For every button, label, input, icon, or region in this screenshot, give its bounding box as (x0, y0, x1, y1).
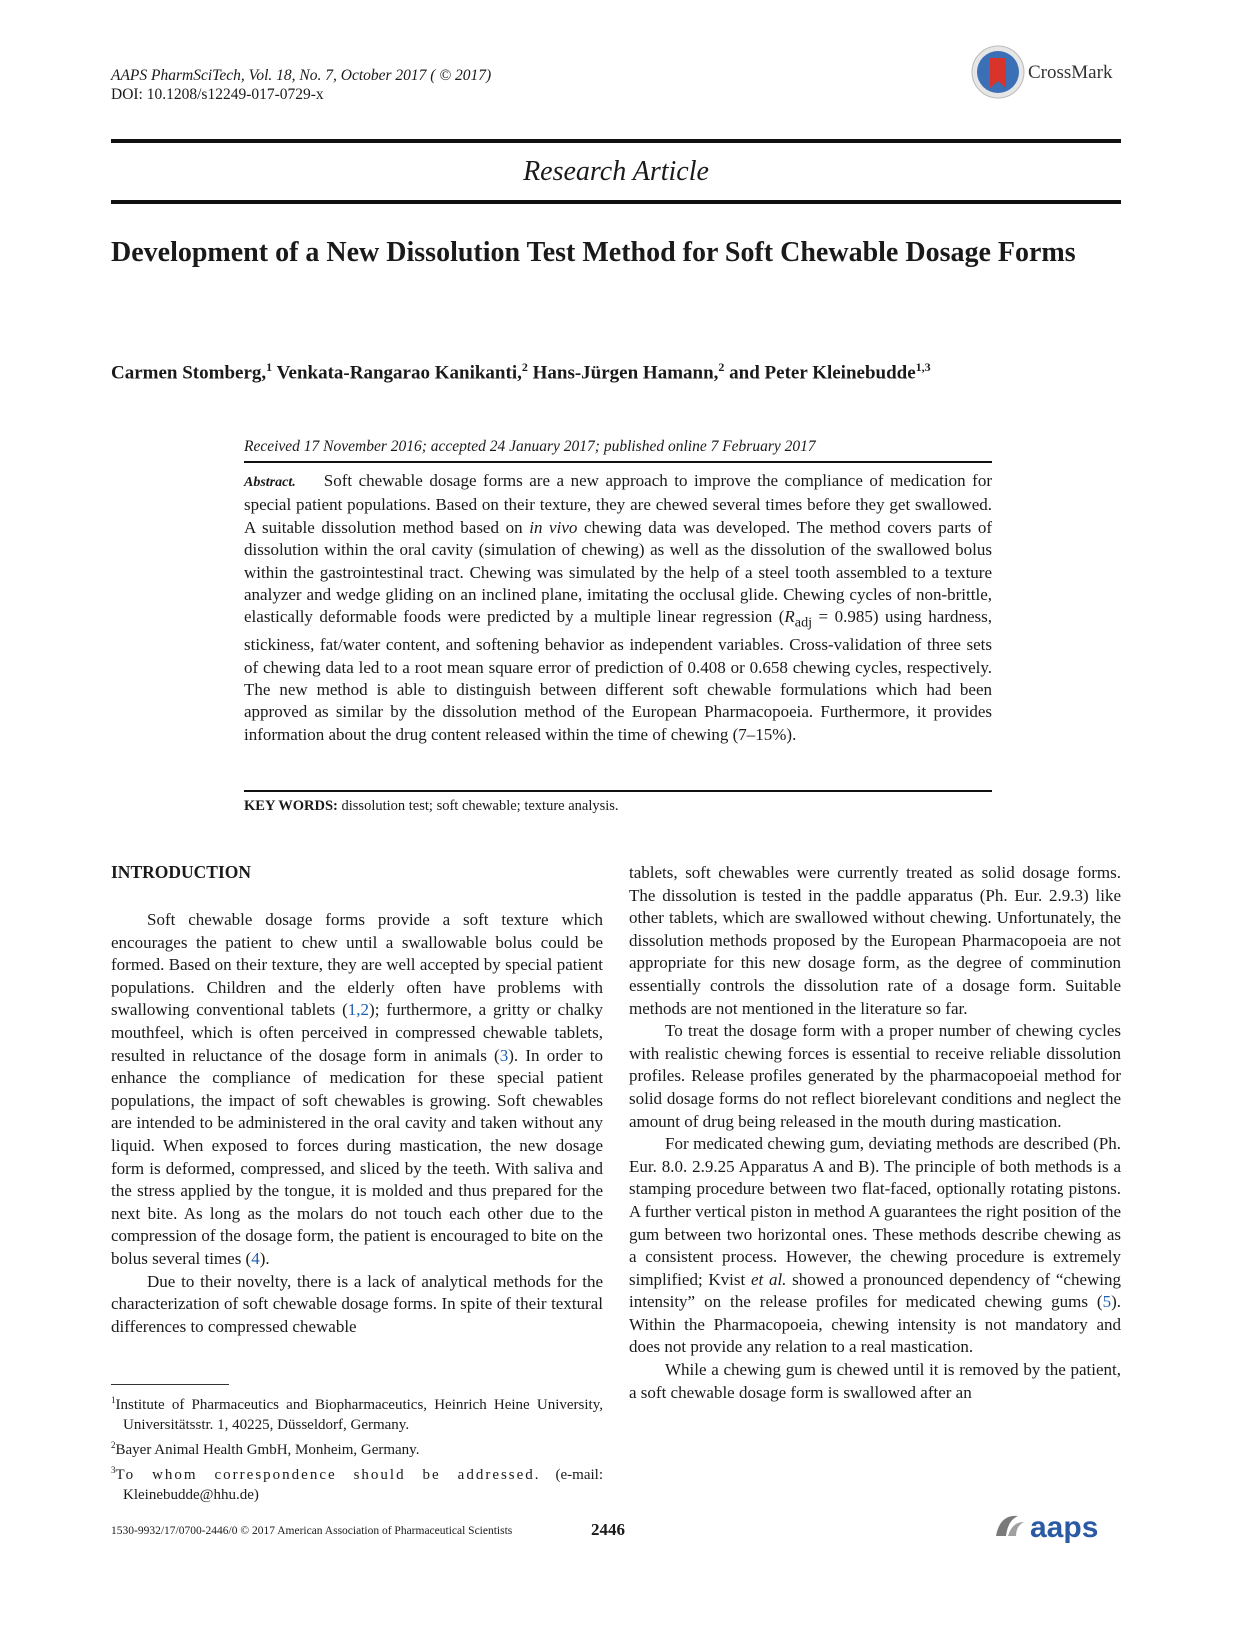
paragraph: Soft chewable dosage forms provide a soft texture which encourages the patient to chew until a swallowable bolus could be formed. Based on their texture, they are well accepted by special patient populations. Children and the elderly often have problems with swallowing conventional tablets (1,2); furthermore, a gritty or chalky mouthfeel, which is often perceived in compressed chewable tablets, resulted in reluctance of the dosage form in animals (3). In order to enhance the compliance of medication for these special patient populations, the impact of soft chewables is growing. Soft chewables are intended to be administered in the oral cavity and taken without any liquid. When exposed to forces during mastication, the new dosage form is deformed, compressed, and sliced by the teeth. With saliva and the stress applied by the tongue, it is molded and thus prepared for the next bite. As long as the molars do not touch each other due to the compression of the dosage form, the patient is encouraged to bite on the bolus several times (4). (111, 910, 603, 1268)
paragraph: To treat the dosage form with a proper number of chewing cycles with realistic chewing forces is essential to receive reliable dissolution profiles. Release profiles generated by the pharmacopoeial method for solid dosage forms do not reflect biorelevant conditions and neglect the amount of drug being released in the mouth during mastication. (629, 1021, 1121, 1131)
footnote: $^1$Institute of Pharmaceutics and Biopharmaceutics, Heinrich Heine University, Universitätsstr. 1, 40225, Düsseldorf, Germany. (111, 1395, 603, 1433)
abstract-bottom-rule (244, 790, 992, 792)
author-affiliation: 1,3 (915, 360, 931, 374)
keywords-label: KEY WORDS: (244, 798, 338, 814)
paragraph: tablets, soft chewables were currently treated as solid dosage forms. The dissolution is tested in the paddle apparatus (Ph. Eur. 2.9.3) like other tablets, which are swallowed without chewing. Unfortunately, the dissolution methods proposed by the European Pharmacopoeia are not appropriate for this new dosage form, as the degree of comminution essentially controls the dissolution rate of a dosage form. Suitable methods are not mentioned in the literature so far. (629, 863, 1121, 1018)
crossmark-badge[interactable] (970, 44, 1120, 100)
footnotes (111, 1390, 603, 1505)
author: Hans-Jürgen Hamann, (532, 362, 719, 384)
author-list (111, 360, 931, 384)
paragraph: While a chewing gum is chewed until it is removed by the patient, a soft chewable dosage form is swallowed after an (629, 1360, 1121, 1402)
abstract (244, 470, 992, 746)
copyright-line: 1530-9932/17/0700-2446/0 © 2017 American Association of Pharmaceutical Scientists (111, 1525, 513, 1537)
section-rule (111, 200, 1121, 204)
author-affiliation: 2 (521, 360, 528, 374)
aaps-logo (990, 1508, 1122, 1544)
footnote: $^3$To whom correspondence should be addressed. (e-mail: Kleinebudde@hhu.de) (111, 1465, 603, 1503)
regression-subscript: adj (794, 614, 813, 631)
abstract-label: Abstract. (244, 475, 296, 490)
email[interactable]: (e-mail: Kleinebudde@hhu.de) (123, 1467, 603, 1503)
keywords (244, 798, 619, 815)
author: and Peter Kleinebudde (729, 362, 916, 384)
journal-citation (111, 66, 491, 104)
paragraph: Due to their novelty, there is a lack of analytical methods for the characterization of soft chewable dosage forms. In spite of their textural differences to compressed chewable (111, 1271, 603, 1336)
abstract-text: Soft chewable dosage forms are a new approach to improve the compliance of medication for special patient populations. Based on their texture, they are chewed several times before they get swallowed. A suitable dissolution method based on (244, 471, 992, 537)
regression-value: = 0.985) (812, 607, 879, 627)
abstract-italic: in vivo (529, 517, 578, 537)
author-affiliation: 1 (266, 360, 273, 374)
citation-link[interactable]: 3 (499, 1045, 509, 1065)
regression-symbol: R (784, 607, 795, 627)
abstract-top-rule (244, 461, 992, 463)
paragraph: For medicated chewing gum, deviating methods are described (Ph. Eur. 8.0. 2.9.25 Apparatus A and B). The principle of both methods is a stamping procedure between two flat-faced, optionally rotating pistons. A further vertical piston in method A guarantees the right position of the gum between two horizontal ones. These methods describe chewing as a consistent process. However, the chewing procedure is extremely simplified; Kvist et al. showed a pronounced dependency of “chewing intensity” on the release profiles for medicated chewing gums (5). Within the Pharmacopoeia, chewing intensity is not mandatory and does not provide any relation to a real mastication. (629, 1134, 1122, 1357)
section-heading: INTRODUCTION (111, 862, 252, 882)
doi[interactable]: DOI: 10.1208/s12249-017-0729-x (111, 86, 324, 103)
aaps-logo-icon (990, 1508, 1122, 1544)
journal-line: AAPS PharmSciTech, Vol. 18, No. 7, October 2017 ( © 2017) (111, 67, 492, 84)
keywords-text: dissolution test; soft chewable; texture analysis. (341, 798, 619, 814)
article-type: Research Article (523, 156, 709, 187)
author: Carmen Stomberg, (111, 362, 267, 384)
paper-title: Development of a New Dissolution Test Method for Soft Chewable Dosage Forms (111, 237, 1076, 268)
etal: et al. (750, 1269, 787, 1289)
aaps-logo-text: aaps (1030, 1511, 1099, 1544)
page-number: 2446 (591, 1520, 625, 1539)
crossmark-label: CrossMark (1028, 62, 1113, 83)
footnote: $^2$Bayer Animal Health GmbH, Monheim, Germany. (111, 1440, 420, 1458)
abstract-text: using hardness, stickiness, fat/water content, and softening behavior as independent variables. Cross-validation of three sets of chewing data led to a root mean square error of prediction of 0.408 or 0.658 chewing cycles, respectively. The new method is able to distinguish between different soft chewable formulations which had been approved as similar by the dissolution method of the European Pharmacopoeia. Furthermore, it provides information about the drug content released within the time of chewing (7–15%). (244, 607, 992, 744)
right-column (629, 862, 1121, 1404)
citation-link[interactable]: 1,2 (347, 1000, 370, 1020)
author: Venkata-Rangarao Kanikanti, (276, 362, 522, 384)
left-column (111, 909, 603, 1338)
citation-link[interactable]: 4 (251, 1248, 260, 1268)
crossmark-icon (970, 44, 1026, 100)
citation-link[interactable]: 5 (1102, 1292, 1112, 1312)
footnote-rule (111, 1384, 229, 1385)
top-rule (111, 139, 1121, 143)
abstract-text: chewing data was developed. The method covers parts of dissolution within the oral cavity (simulation of chewing) as well as the dissolution of the swallowed bolus within the gastrointestinal tract. Chewing was simulated by the help of a steel tooth assembled to a texture analyzer and wedge gliding on an inclined plane, imitating the occlusal glide. Chewing cycles of non-brittle, elastically deformable foods were predicted by a multiple linear regression ( (244, 517, 993, 627)
author-affiliation: 2 (718, 360, 725, 374)
received-dates: Received 17 November 2016; accepted 24 January 2017; published online 7 February 2017 (244, 438, 816, 455)
